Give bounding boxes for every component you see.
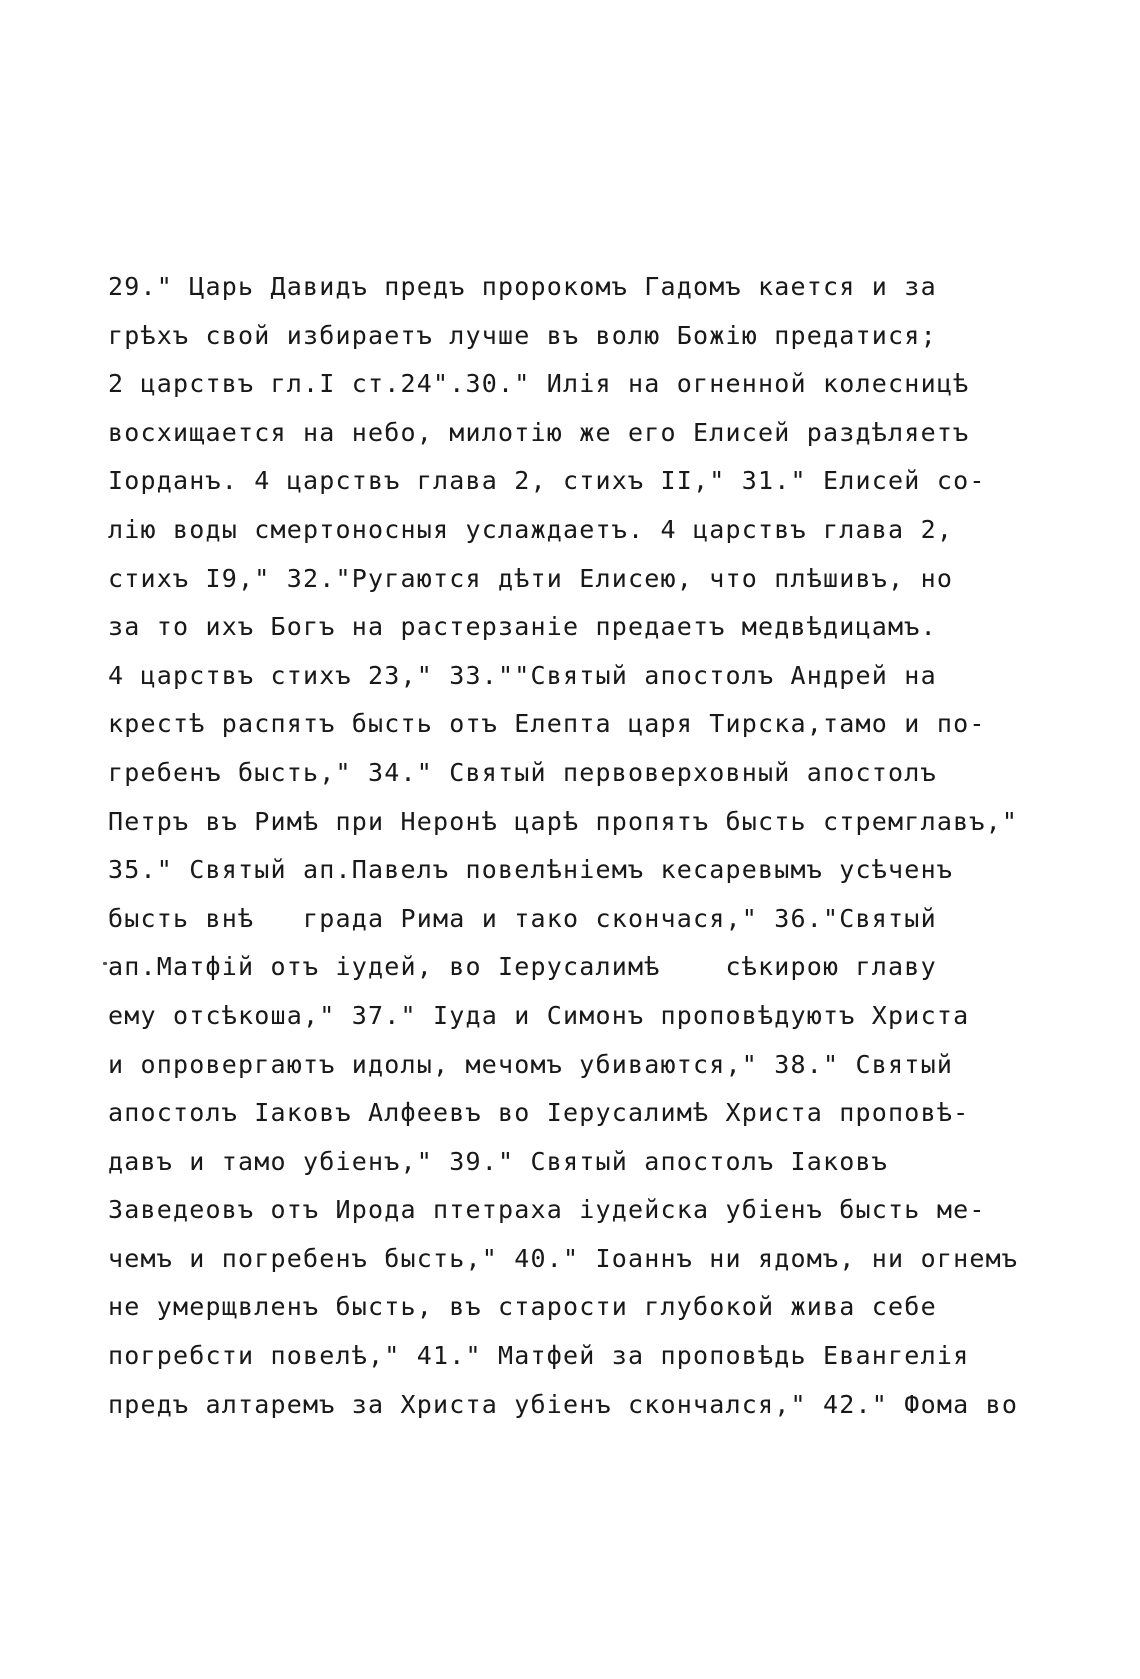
text-line-13: 35." Святый ап.Павелъ повелѣніемъ кесаревымъ усѣченъ bbox=[108, 855, 954, 885]
text-line-8: за то ихъ Богъ на растерзаніе предаетъ медвѣдицамъ. bbox=[108, 612, 937, 642]
text-line-3: 2 царствъ гл.I ст.24".30." Илія на огненной колесницѣ bbox=[108, 369, 970, 399]
text-line-4: восхищается на небо, милотію же его Елисей раздѣляетъ bbox=[108, 417, 970, 447]
text-line-23: погребсти повелѣ," 41." Матфей за проповѣдь Евангелія bbox=[108, 1341, 970, 1371]
text-line-16: ему отсѣкоша," 37." Іуда и Симонъ проповѣдуютъ Христа bbox=[108, 1000, 970, 1030]
text-line-14: бысть внѣ града Рима и тако скончася," 36."Святый bbox=[108, 903, 937, 933]
text-line-24: предъ алтаремъ за Христа убіенъ скончался," 42." Фома во bbox=[108, 1389, 1019, 1419]
text-line-21: чемъ и погребенъ бысть," 40." Іоаннъ ни ядомъ, ни огнемъ bbox=[108, 1243, 1019, 1273]
text-line-11: гребенъ бысть," 34." Святый первоверховный апостолъ bbox=[108, 757, 937, 787]
text-line-20: Заведеовъ отъ Ирода птетраха іудейска убіенъ бысть ме- bbox=[108, 1195, 986, 1225]
text-line-9: 4 царствъ стихъ 23," 33.""Святый апостолъ Андрей на bbox=[108, 660, 937, 690]
text-line-2: грѣхъ свой избираетъ лучше въ волю Божію предатися; bbox=[108, 320, 937, 350]
text-line-7: стихъ I9," 32."Ругаются дѣти Елисею, что плѣшивъ, но bbox=[108, 563, 954, 593]
typed-text-block bbox=[108, 263, 1028, 1429]
text-line-22: не умерщвленъ бысть, въ старости глубокой жива себе bbox=[108, 1292, 937, 1322]
text-line-5: Іорданъ. 4 царствъ глава 2, стихъ II," 31." Елисей со- bbox=[108, 466, 986, 496]
ink-speck bbox=[103, 962, 107, 965]
text-line-17: и опровергаютъ идолы, мечомъ убиваются," 38." Святый bbox=[108, 1049, 954, 1079]
text-line-15: ап.Матфій отъ іудей, во Іерусалимѣ сѣкирою главу bbox=[108, 952, 937, 982]
text-line-18: апостолъ Іаковъ Алфеевъ во Іерусалимѣ Христа проповѣ- bbox=[108, 1098, 970, 1128]
text-line-19: давъ и тамо убіенъ," 39." Святый апостолъ Іаковъ bbox=[108, 1146, 889, 1176]
text-line-1: 29." Царь Давидъ предъ пророкомъ Гадомъ кается и за bbox=[108, 272, 937, 301]
text-line-6: лію воды смертоносныя услаждаетъ. 4 царствъ глава 2, bbox=[108, 514, 954, 544]
text-line-10: крестѣ распятъ бысть отъ Елепта царя Тирска,тамо и по- bbox=[108, 709, 986, 739]
text-line-12: Петръ въ Римѣ при Неронѣ царѣ пропятъ бысть стремглавъ," bbox=[108, 806, 1019, 836]
